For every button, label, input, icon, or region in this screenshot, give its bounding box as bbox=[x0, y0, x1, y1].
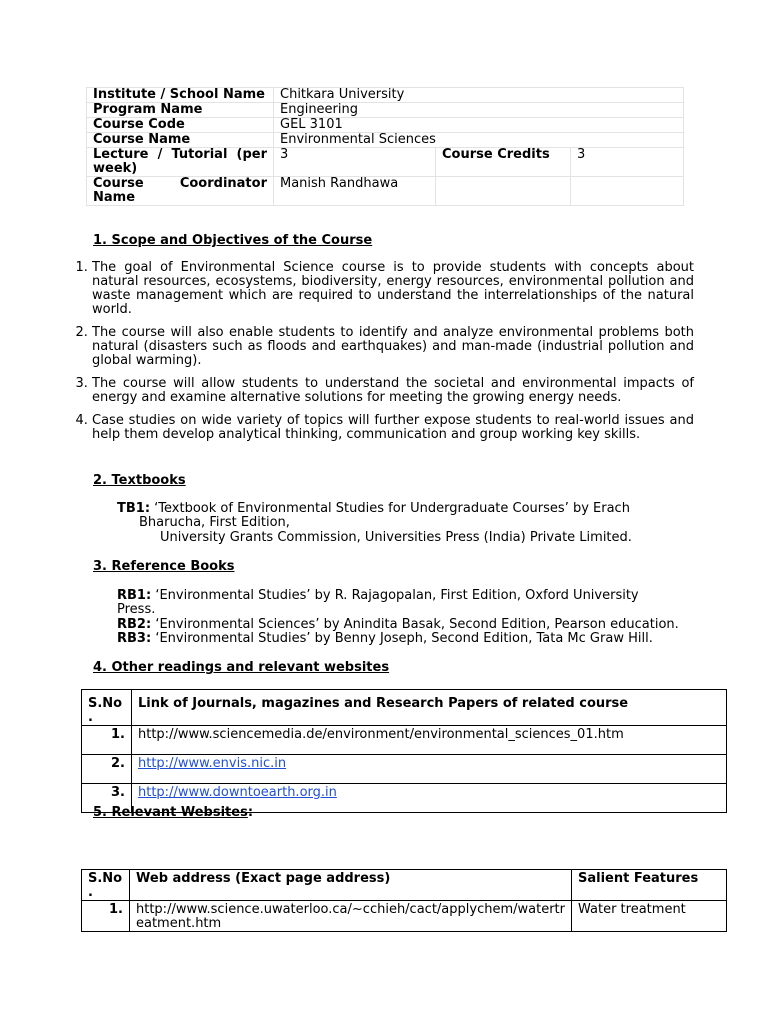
course-name-label: Course Name bbox=[87, 133, 274, 148]
empty-cell bbox=[571, 177, 684, 206]
salient-features: Water treatment bbox=[572, 901, 727, 932]
relevant-colon: : bbox=[247, 805, 254, 820]
rb2-text: ‘Environmental Sciences’ by Anindita Basak, Second Edition, Pearson education. bbox=[155, 617, 679, 632]
objective-item: 2. The course will also enable students to identify and analyze environmental problems both natural (disasters such as floods and earthquakes) and man-made (industrial pollution and global warming). bbox=[92, 326, 694, 368]
reference-rb1 bbox=[117, 589, 639, 604]
downtoearth-link[interactable]: http://www.downtoearth.org.in bbox=[138, 785, 337, 800]
course-code-label: Course Code bbox=[87, 118, 274, 133]
lecture-value: 3 bbox=[274, 148, 436, 177]
row-number: 2. bbox=[82, 755, 132, 784]
reference-heading: 3. Reference Books bbox=[93, 559, 235, 574]
sno-header: S.No . bbox=[82, 870, 130, 901]
rb1-line1: ‘Environmental Studies’ by R. Rajagopalan, First Edition, Oxford University bbox=[155, 588, 639, 603]
code-row bbox=[87, 118, 684, 133]
credits-value: 3 bbox=[571, 148, 684, 177]
envis-link[interactable]: http://www.envis.nic.in bbox=[138, 756, 287, 771]
row-number: 3. bbox=[82, 784, 132, 813]
table-row bbox=[82, 726, 727, 755]
coordinator-label: Course Coordinator Name bbox=[87, 177, 274, 206]
lecture-row bbox=[87, 148, 684, 177]
rb3-text: ‘Environmental Studies’ by Benny Joseph, Second Edition, Tata Mc Graw Hill. bbox=[155, 631, 653, 646]
rb1-label: RB1: bbox=[117, 588, 152, 603]
objective-item: 4. Case studies on wide variety of topics will further expose students to real-world issues and help them develop analytical thinking, communication and group working key skills. bbox=[92, 414, 694, 442]
table-header-row bbox=[82, 870, 727, 901]
rb1-line2: Press. bbox=[117, 602, 156, 617]
other-readings-heading: 4. Other readings and relevant websites bbox=[93, 660, 390, 675]
institute-row bbox=[87, 88, 684, 103]
tb1-line3: University Grants Commission, Universities Press (India) Private Limited. bbox=[160, 530, 632, 545]
program-row bbox=[87, 103, 684, 118]
name-row bbox=[87, 133, 684, 148]
course-code-value: GEL 3101 bbox=[274, 118, 684, 133]
course-info-table bbox=[86, 87, 684, 206]
scope-heading: 1. Scope and Objectives of the Course bbox=[93, 233, 373, 248]
institute-value: Chitkara University bbox=[274, 88, 684, 103]
websites-table bbox=[81, 869, 727, 932]
relevant-websites-heading bbox=[93, 805, 253, 820]
link-header: Link of Journals, magazines and Research Papers of related course bbox=[132, 690, 727, 726]
reference-rb3 bbox=[117, 632, 653, 647]
tb1-line2: Bharucha, First Edition, bbox=[139, 515, 290, 530]
web-address: http://www.science.uwaterloo.ca/~cchieh/cact/applychem/watertreatment.htm bbox=[130, 901, 572, 932]
tb1-label: TB1: bbox=[117, 501, 151, 516]
rb3-label: RB3: bbox=[117, 631, 152, 646]
coordinator-row bbox=[87, 177, 684, 206]
tb1-line1: ‘Textbook of Environmental Studies for Undergraduate Courses’ by Erach bbox=[154, 501, 630, 516]
textbooks-heading: 2. Textbooks bbox=[93, 473, 186, 488]
relevant-title: 5. Relevant Websites bbox=[93, 805, 248, 820]
institute-label: Institute / School Name bbox=[87, 88, 274, 103]
coordinator-value: Manish Randhawa bbox=[274, 177, 436, 206]
rb2-label: RB2: bbox=[117, 617, 152, 632]
row-link: http://www.sciencemedia.de/environment/environmental_sciences_01.htm bbox=[132, 726, 727, 755]
sno-header: S.No . bbox=[82, 690, 132, 726]
table-row bbox=[82, 901, 727, 932]
row-number: 1. bbox=[82, 901, 130, 932]
row-link-cell bbox=[132, 755, 727, 784]
course-name-value: Environmental Sciences bbox=[274, 133, 684, 148]
salient-features-header: Salient Features bbox=[572, 870, 727, 901]
empty-cell bbox=[436, 177, 571, 206]
credits-label: Course Credits bbox=[436, 148, 571, 177]
row-number: 1. bbox=[82, 726, 132, 755]
web-address-header: Web address (Exact page address) bbox=[130, 870, 572, 901]
readings-table bbox=[81, 689, 727, 813]
objective-item: 3. The course will allow students to understand the societal and environmental impacts of energy and examine alternative solutions for meeting the growing energy needs. bbox=[92, 377, 694, 405]
objective-item: 1. The goal of Environmental Science course is to provide students with concepts about natural resources, ecosystems, biodiversity, energy resources, environmental pollution and waste management which are required to understand the interrelationships of the natural world. bbox=[92, 261, 694, 317]
program-label: Program Name bbox=[87, 103, 274, 118]
table-header-row bbox=[82, 690, 727, 726]
lecture-label: Lecture / Tutorial (per week) bbox=[87, 148, 274, 177]
objectives-list bbox=[74, 261, 694, 451]
table-row bbox=[82, 755, 727, 784]
program-value: Engineering bbox=[274, 103, 684, 118]
